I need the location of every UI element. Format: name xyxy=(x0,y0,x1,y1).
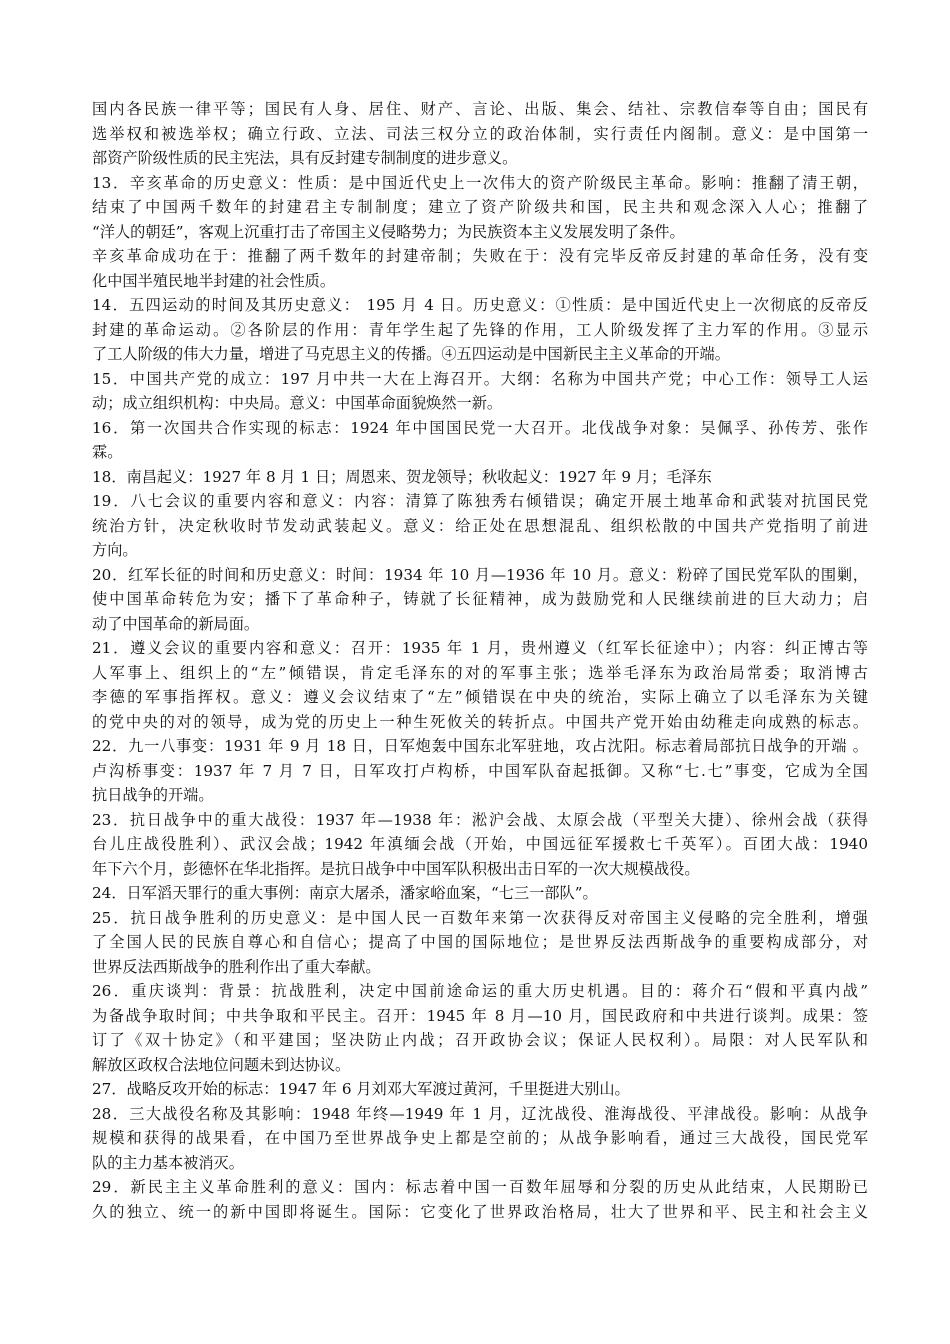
text-line: 20．红军长征的时间和历史意义：时间：1934 年 10 月—1936 年 10 月。意义：粉碎了国民党军队的围剿， xyxy=(92,565,868,584)
text-line: 霖。 xyxy=(92,443,123,461)
text-line: 14．五四运动的时间及其历史意义： 195 月 4 日。历史意义：①性质：是中国近代史上一次彻底的反帝反 xyxy=(92,296,868,314)
text-line: 的党中央的对的领导，成为党的历史上一种生死攸关的转折点。中国共产党开始由幼稚走向成熟的标志。 xyxy=(92,712,868,731)
text-line: “洋人的朝廷”，客观上沉重打击了帝国主义侵略势力；为民族资本主义发展发明了条件。 xyxy=(92,222,685,241)
text-line: 部资产阶级性质的民主宪法，具有反封建专制制度的进步意义。 xyxy=(92,149,518,167)
text-line: 25．抗日战争胜利的历史意义：是中国人民一百数年来第一次获得反对帝国主义侵略的完全胜利，增强 xyxy=(92,908,868,927)
text-line: 13．辛亥革命的历史意义：性质：是中国近代史上一次伟大的资产阶级民主革命。影响：推翻了清王朝， xyxy=(92,173,868,192)
text-line: 年下六个月，彭德怀在华北指挥。是抗日战争中中国军队积极出击日军的一次大规模战役。 xyxy=(92,859,700,878)
text-line: 辛亥革命成功在于：推翻了两千数年的封建帝制；失败在于：没有完毕反帝反封建的革命任务，没有变 xyxy=(92,247,868,265)
text-line: 卢沟桥事变：1937 年 7 月 7 日，日军攻打卢构桥，中国军队奋起抵御。又称“七.七”事变，它成为全国 xyxy=(92,761,868,780)
text-line: 订了《双十协定》（和平建国；坚决防止内战；召开政协会议；保证人民权利）。局限：对人民军队和 xyxy=(92,1031,868,1049)
text-line: 23．抗日战争中的重大战役：1937 年—1938 年：淞沪会战、太原会战（平型关大捷）、徐州会战（获得 xyxy=(92,810,868,829)
text-line: 16．第一次国共合作实现的标志：1924 年中国国民党一大召开。北伐战争对象：吴佩孚、孙传芳、张作 xyxy=(92,418,868,437)
text-line: 19．八七会议的重要内容和意义：内容：清算了陈独秀右倾错误；确定开展土地革命和武装对抗国民党 xyxy=(92,492,868,510)
text-line: 结束了中国两千数年的封建君主专制制度；建立了资产阶级共和国，民主共和观念深入人心；推翻了 xyxy=(92,198,868,216)
text-line: 化中国半殖民地半封建的社会性质。 xyxy=(92,271,335,290)
text-line: 台儿庄战役胜利）、武汉会战；1942 年滇缅会战（开始，中国远征军援救七千英军）。百团大战：1940 xyxy=(92,835,868,853)
text-line: 世界反法西斯战争的胜利作出了重大奉献。 xyxy=(92,957,381,976)
text-line: 动了中国革命的新局面。 xyxy=(92,614,260,633)
text-line: 为备战争取时间；中共争取和平民主。召开：1945 年 8 月—10 月，国民政府和中共进行谈判。成果：签 xyxy=(92,1006,868,1025)
text-line: 久的独立、统一的新中国即将诞生。国际：它变化了世界政治格局，壮大了世界和平、民主和社会主义 xyxy=(92,1202,868,1221)
text-line: 了全国人民的民族自尊心和自信心；提高了中国的国际地位；是世界反法西斯战争的重要构成部分，对 xyxy=(92,933,868,951)
text-line: 规模和获得的战果看，在中国乃至世界战争史上都是空前的；从战争影响看，通过三大战役，国民党军 xyxy=(92,1129,868,1147)
text-line: 15．中国共产党的成立：197 月中共一大在上海召开。大纲：名称为中国共产党；中心工作：领导工人运 xyxy=(92,369,868,388)
text-line: 22．九一八事变：1931 年 9 月 18 日，日军炮轰中国东北军驻地，攻占沈阳。标志着局部抗日战争的开端 。 xyxy=(92,737,868,755)
text-line: 统治方针，决定秋收时节发动武装起义。意义：给正处在思想混乱、组织松散的中国共产党指明了前进 xyxy=(92,516,868,535)
text-line: 18．南昌起义：1927 年 8 月 1 日；周恩来、贺龙领导；秋收起义：1927 年 9 月；毛泽东 xyxy=(92,467,712,486)
text-line: 27．战略反攻开始的标志：1947 年 6 月刘邓大军渡过黄河，千里挺进大别山。 xyxy=(92,1080,630,1098)
text-line: 人军事上、组织上的“左”倾错误，肯定毛泽东的对的军事主张；选举毛泽东为政治局常委；取消博古 xyxy=(92,663,868,682)
text-line: 封建的革命运动。②各阶层的作用：青年学生起了先锋的作用，工人阶级发挥了主力军的作用。③显示 xyxy=(92,320,868,339)
text-line: 选举权和被选举权；确立行政、立法、司法三权分立的政治体制，实行责任内阁制。意义：是中国第一 xyxy=(92,124,868,143)
text-line: 24．日军滔天罪行的重大事例：南京大屠杀，潘家峪血案，“七三一部队”。 xyxy=(92,884,598,902)
text-line: 解放区政权合法地位问题未到达协议。 xyxy=(92,1055,351,1074)
text-line: 动；成立组织机构：中央局。意义：中国革命面貌焕然一新。 xyxy=(92,394,503,412)
text-line: 队的主力基本被消灭。 xyxy=(92,1153,244,1172)
text-line: 21．遵义会议的重要内容和意义：召开：1935 年 1 月，贵州遵义（红军长征途中）；内容：纠正博古等 xyxy=(92,639,868,657)
text-line: 26．重庆谈判：背景：抗战胜利，决定中国前途命运的重大历史机遇。目的：蒋介石“假和平真内战” xyxy=(92,982,868,1000)
text-line: 了工人阶级的伟大力量，增进了马克思主义的传播。④五四运动是中国新民主主义革命的开端。 xyxy=(92,345,730,363)
text-line: 国内各民族一律平等；国民有人身、居住、财产、言论、出版、集会、结社、宗教信奉等自由；国民有 xyxy=(92,100,868,118)
text-line: 方向。 xyxy=(92,541,138,559)
text-line: 28．三大战役名称及其影响：1948 年终—1949 年 1 月，辽沈战役、淮海战役、平津战役。影响：从战争 xyxy=(92,1104,868,1123)
text-line: 抗日战争的开端。 xyxy=(92,786,214,804)
text-line: 使中国革命转危为安；播下了革命种子，铸就了长征精神，成为鼓励党和人民继续前进的巨大动力；启 xyxy=(92,590,868,608)
text-line: 李德的军事指挥权。意义：遵义会议结束了“左”倾错误在中央的统治，实际上确立了以毛泽东为关键 xyxy=(92,688,868,706)
text-line: 29．新民主主义革命胜利的意义：国内：标志着中国一百数年屈辱和分裂的历史从此结束，人民期盼已 xyxy=(92,1178,868,1196)
document-body xyxy=(92,97,868,1224)
